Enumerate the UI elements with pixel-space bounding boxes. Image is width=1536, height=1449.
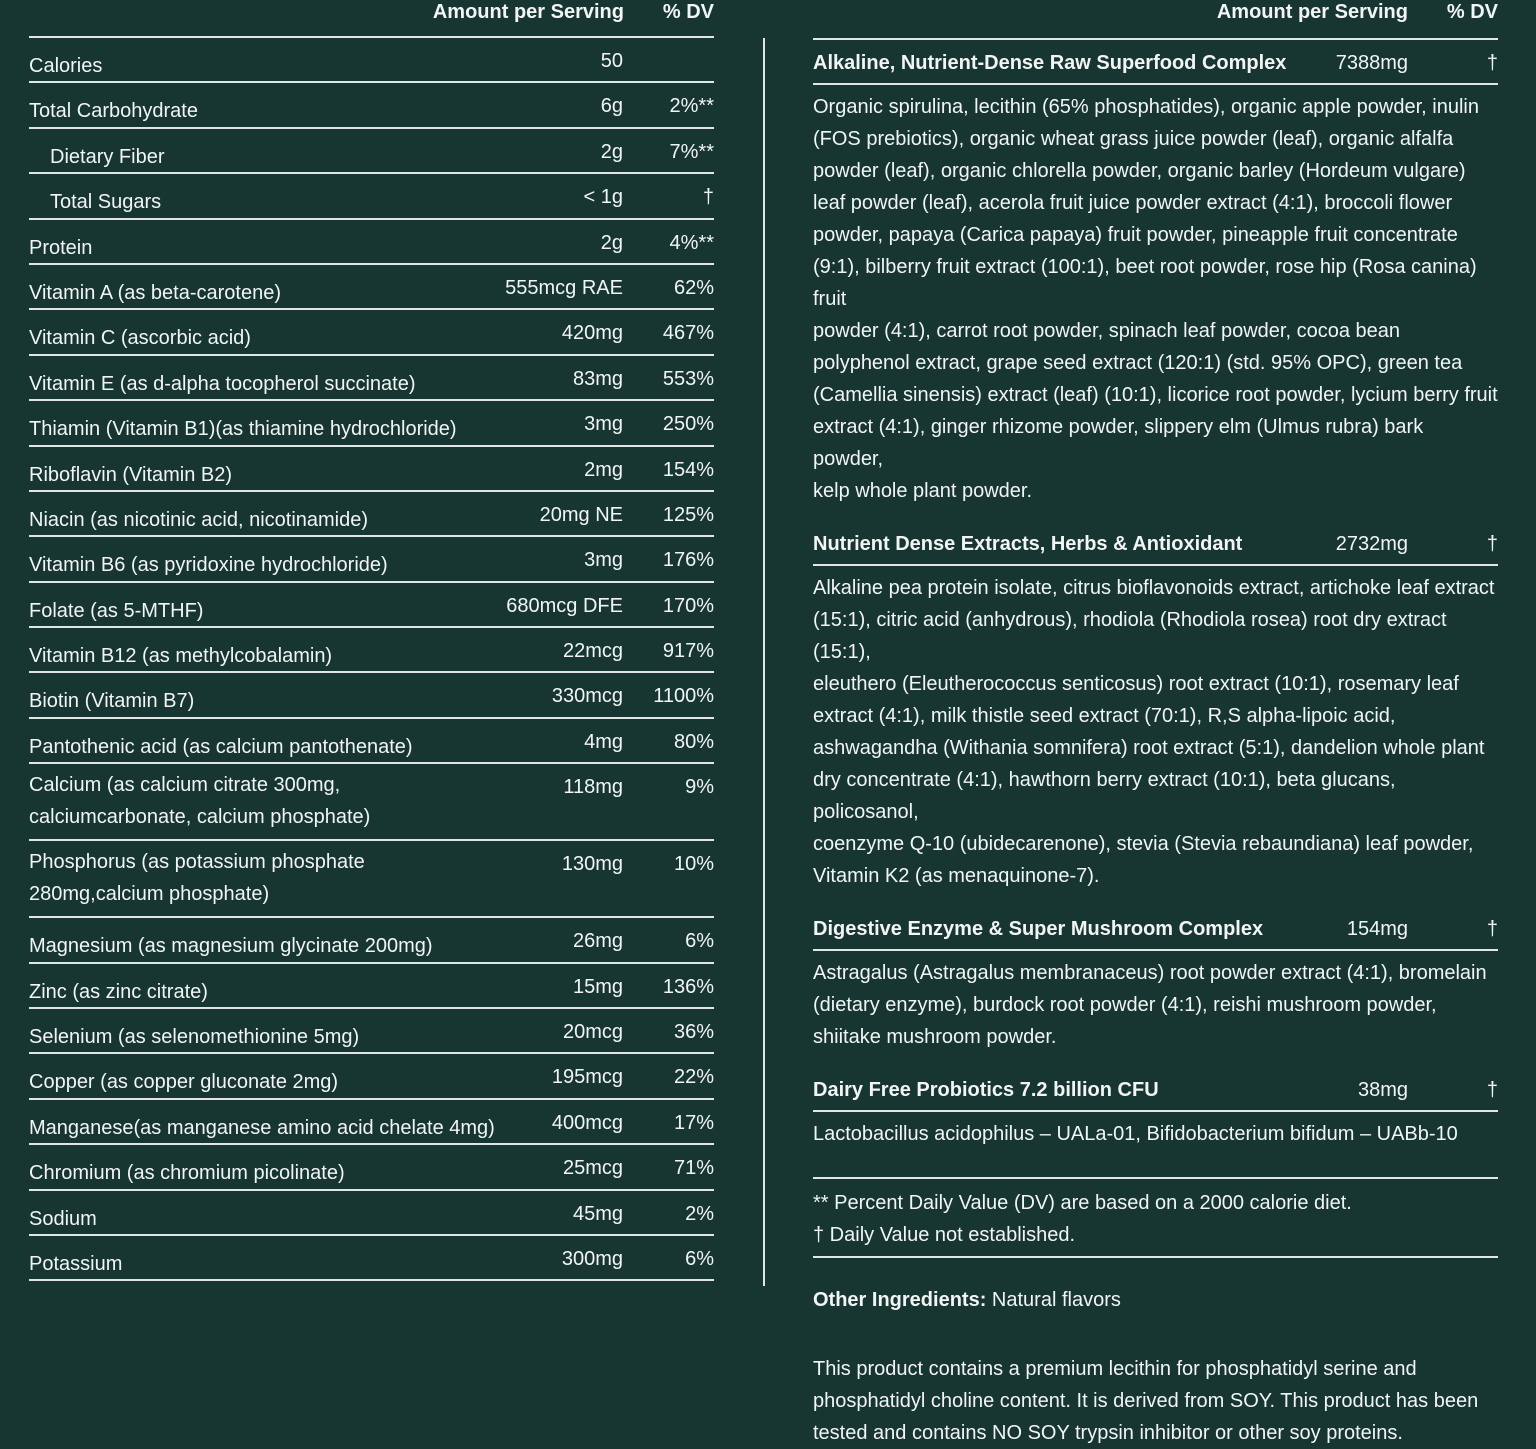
blend-amount: 7388mg (1335, 52, 1408, 74)
nutrient-name-line: Total Carbohydrate (29, 100, 198, 123)
blend-amount: 154mg (1346, 918, 1408, 940)
ingredient-line: coenzyme Q-10 (ubidecarenone), stevia (Stevia rebaundiana) leaf powder, (813, 833, 1474, 855)
table-row (29, 174, 714, 219)
footnote-dagger: † Daily Value not established. (813, 1224, 1076, 1246)
ingredient-line: extract (4:1), ginger rhizome powder, slippery elm (Ulmus rubra) bark powder, (813, 416, 1424, 470)
nutrient-dv: 6% (685, 1247, 714, 1270)
nutrient-amount: 25mcg (562, 1157, 623, 1180)
nutrient-name-line: Calcium (as calcium citrate 300mg, (29, 774, 341, 797)
nutrient-amount: 3mg (584, 413, 623, 436)
ingredient-line: kelp whole plant powder. (813, 480, 1033, 502)
blend-panel (813, 0, 1498, 1449)
soy-statement (813, 1352, 1498, 1449)
nutrient-dv: 62% (673, 276, 714, 299)
ingredient-line: powder (leaf), organic chlorella powder, organic barley (Hordeum vulgare) (813, 160, 1466, 182)
blend-header (813, 0, 1498, 38)
nutrient-name-line: Vitamin C (ascorbic acid) (29, 327, 251, 350)
nutrient-amount: 420mg (561, 322, 623, 345)
nutrient-name-line: Vitamin B12 (as methylcobalamin) (29, 645, 333, 668)
ingredient-line: powder (4:1), carrot root powder, spinach leaf powder, cocoa bean (813, 320, 1401, 342)
ingredient-line: leaf powder (leaf), acerola fruit juice powder extract (4:1), broccoli flower (813, 192, 1453, 214)
nutrient-dv: 553% (662, 367, 714, 390)
nutrient-name-line: Copper (as copper gluconate 2mg) (29, 1071, 339, 1094)
nutrient-name-line: Sodium (29, 1207, 97, 1230)
table-row (29, 129, 714, 174)
ingredient-line: Organic spirulina, lecithin (65% phosphatides), organic apple powder, inulin (813, 96, 1479, 118)
blend-title: Nutrient Dense Extracts, Herbs & Antioxidant (813, 533, 1243, 555)
dv-column-header: % DV (662, 1, 714, 23)
nutrient-dv: 2% (685, 1202, 714, 1225)
ingredient-line: extract (4:1), milk thistle seed extract (70:1), R,S alpha-lipoic acid, (813, 705, 1396, 727)
nutrient-name-line: Thiamin (Vitamin B1)(as thiamine hydrochloride) (29, 418, 457, 441)
nutrient-name (29, 1203, 97, 1235)
nutrient-name-line: Pantothenic acid (as calcium pantothenate) (29, 735, 413, 758)
nutrient-amount: 45mg (572, 1202, 623, 1225)
blend-dv: † (1486, 1079, 1498, 1101)
table-row (29, 583, 714, 628)
nutrient-dv: 4%** (669, 231, 714, 254)
blend-dv: † (1486, 52, 1498, 74)
nutrient-amount: 22mcg (562, 640, 623, 663)
table-row (29, 265, 714, 310)
nutrient-dv: † (702, 186, 714, 209)
nutrient-name (29, 1021, 359, 1053)
ingredient-line: (dietary enzyme), burdock root powder (4:1), reishi mushroom powder, (813, 994, 1437, 1016)
nutrient-name-line: Riboflavin (Vitamin B2) (29, 463, 233, 486)
blend-title: Alkaline, Nutrient-Dense Raw Superfood Complex (813, 52, 1287, 74)
ingredient-line: (15:1), citric acid (anhydrous), rhodiola (Rhodiola rosea) root dry extract (15:1), (813, 609, 1447, 663)
nutrient-name (29, 95, 198, 127)
statement-line: This product contains a premium lecithin for phosphatidyl serine and (813, 1358, 1417, 1380)
nutrient-table (29, 0, 714, 1281)
nutrient-amount: 330mcg (551, 685, 623, 708)
blend-ingredients (813, 566, 1498, 892)
table-row (29, 537, 714, 582)
nutrient-amount: 20mcg (562, 1021, 623, 1044)
blend-ingredients (813, 951, 1498, 1053)
nutrient-dv: 7%** (669, 140, 714, 163)
amount-column-header: Amount per Serving (432, 1, 624, 23)
nutrient-name (29, 769, 370, 833)
nutrient-name-line: Protein (29, 236, 93, 259)
nutrient-dv: 176% (662, 549, 714, 572)
footnote-dv: ** Percent Daily Value (DV) are based on a 2000 calorie diet. (813, 1192, 1352, 1214)
blend-title: Digestive Enzyme & Super Mushroom Complex (813, 918, 1264, 940)
nutrient-name (29, 413, 457, 445)
ingredient-line: eleuthero (Eleutherococcus senticosus) root extract (10:1), rosemary leaf (813, 673, 1459, 695)
nutrient-name-line: Potassium (29, 1252, 123, 1275)
nutrient-amount: 680mcg DFE (506, 594, 623, 617)
statement-line: tested and contains NO SOY trypsin inhibitor or other soy proteins. (813, 1422, 1403, 1444)
ingredient-line: ashwagandha (Withania somnifera) root extract (5:1), dandelion whole plant (813, 737, 1485, 759)
blend-title-row (813, 906, 1498, 951)
nutrient-amount: 2g (600, 140, 623, 163)
table-row (29, 38, 714, 83)
table-row (29, 401, 714, 446)
blend-dv: † (1486, 533, 1498, 555)
table-row (29, 964, 714, 1009)
nutrient-amount: 20mg NE (539, 503, 623, 526)
nutrient-dv: 467% (662, 322, 714, 345)
nutrient-amount: 26mg (572, 930, 623, 953)
blend-amount: 38mg (1357, 1079, 1408, 1101)
table-row (29, 356, 714, 401)
nutrient-amount: 6g (600, 95, 623, 118)
nutrient-name-line: Zinc (as zinc citrate) (29, 980, 208, 1003)
nutrient-dv: 1100% (653, 685, 714, 708)
footnote-bottom-rule (813, 1256, 1498, 1258)
nutrient-name-line: Manganese(as manganese amino acid chelate 4mg) (29, 1116, 495, 1139)
ingredient-line: (FOS prebiotics), organic wheat grass juice powder (leaf), organic alfalfa (813, 128, 1454, 150)
blend-ingredients (813, 85, 1498, 507)
ingredient-line: Vitamin K2 (as menaquinone-7). (813, 865, 1100, 887)
ingredient-line: (Camellia sinensis) extract (leaf) (10:1), licorice root powder, lycium berry fruit (813, 384, 1498, 406)
nutrient-dv: 250% (662, 413, 714, 436)
nutrient-amount: 300mg (561, 1247, 623, 1270)
nutrient-dv: 17% (673, 1111, 714, 1134)
table-row (29, 447, 714, 492)
blend-dv: † (1486, 918, 1498, 940)
nutrient-amount: 50 (600, 50, 623, 72)
nutrient-amount: 15mg (572, 975, 623, 998)
ingredient-line: (9:1), bilberry fruit extract (100:1), beet root powder, rose hip (Rosa canina) fruit (813, 256, 1477, 310)
nutrient-name-line: Folate (as 5-MTHF) (29, 599, 204, 622)
table-row (29, 83, 714, 128)
blend-amount-column-header: Amount per Serving (1216, 1, 1408, 23)
nutrient-name (29, 1248, 122, 1280)
blend-title-row (813, 521, 1498, 566)
table-row (29, 1054, 714, 1099)
nutrient-dv: 6% (685, 930, 714, 953)
table-row (29, 492, 714, 537)
ingredient-line: Alkaline pea protein isolate, citrus bioflavonoids extract, artichoke leaf extract (813, 577, 1495, 599)
nutrient-dv: 22% (673, 1066, 714, 1089)
table-header (29, 0, 714, 38)
nutrient-name (29, 232, 92, 264)
ingredient-line: dry concentrate (4:1), hawthorn berry extract (10:1), beta glucans, policosanol, (813, 769, 1396, 823)
nutrient-name (29, 1157, 345, 1189)
other-ingredients (813, 1289, 1498, 1312)
nutrient-name (29, 504, 368, 536)
nutrient-rows (29, 38, 714, 1281)
blend-amount: 2732mg (1335, 533, 1408, 555)
nutrient-name-line: Dietary Fiber (50, 145, 165, 168)
table-row (29, 841, 714, 918)
nutrient-name (29, 976, 208, 1008)
nutrient-dv: 10% (673, 853, 714, 876)
ingredient-line: shiitake mushroom powder. (813, 1026, 1057, 1048)
nutrient-name (29, 846, 365, 910)
blend-dv-column-header: % DV (1446, 1, 1498, 23)
nutrient-dv: 9% (685, 776, 714, 799)
nutrient-name (29, 50, 102, 82)
nutrient-name-line: Chromium (as chromium picolinate) (29, 1162, 345, 1185)
ingredient-line: Astragalus (Astragalus membranaceus) root powder extract (4:1), bromelain (813, 962, 1487, 984)
nutrient-amount: 4mg (584, 730, 623, 753)
nutrient-amount: 2mg (584, 458, 623, 481)
table-row (29, 1191, 714, 1236)
ingredient-line: polyphenol extract, grape seed extract (120:1) (std. 95% OPC), green tea (813, 352, 1463, 374)
nutrient-amount: 555mcg RAE (505, 276, 623, 299)
nutrient-name (50, 186, 161, 218)
nutrient-amount: 2g (600, 231, 623, 254)
nutrient-name (29, 1112, 495, 1144)
nutrient-amount: 118mg (563, 776, 623, 799)
nutrient-name-line: Selenium (as selenomethionine 5mg) (29, 1026, 360, 1049)
nutrient-dv: 170% (662, 594, 714, 617)
column-divider (763, 38, 765, 1286)
nutrient-name-line: calciumcarbonate, calcium phosphate) (29, 806, 371, 829)
nutrient-name (29, 731, 413, 763)
nutrient-name-line: Niacin (as nicotinic acid, nicotinamide) (29, 508, 369, 531)
nutrient-name-line: Phosphorus (as potassium phosphate (29, 851, 365, 874)
nutrient-dv: 136% (662, 975, 714, 998)
nutrient-name-line: 280mg,calcium phosphate) (29, 883, 270, 906)
nutrient-dv: 125% (662, 503, 714, 526)
ingredient-line: Lactobacillus acidophilus – UALa-01, Bifidobacterium bifidum – UABb-10 (813, 1123, 1458, 1145)
nutrient-dv: 80% (673, 730, 714, 753)
nutrient-name (29, 459, 232, 491)
table-row (29, 918, 714, 963)
blend-ingredients (813, 1112, 1498, 1150)
nutrient-amount: 195mcg (551, 1066, 623, 1089)
table-row (29, 1009, 714, 1054)
nutrient-name (29, 549, 388, 581)
table-row (29, 1236, 714, 1281)
nutrient-dv: 36% (673, 1021, 714, 1044)
nutrient-name-line: Calories (29, 55, 103, 77)
nutrient-name (29, 685, 194, 717)
nutrient-amount: 400mcg (551, 1111, 623, 1134)
nutrient-amount: 83mg (572, 367, 623, 390)
blend-list (813, 40, 1498, 1150)
nutrient-name (29, 322, 251, 354)
table-row (29, 1145, 714, 1190)
table-row (29, 628, 714, 673)
nutrient-dv: 71% (673, 1157, 714, 1180)
table-row (29, 1100, 714, 1145)
other-ingredients-value: Natural flavors (986, 1289, 1121, 1311)
nutrient-name-line: Vitamin E (as d-alpha tocopherol succinate) (29, 372, 416, 395)
nutrient-dv: 917% (662, 640, 714, 663)
nutrient-name (29, 1066, 338, 1098)
nutrient-name-line: Biotin (Vitamin B7) (29, 690, 195, 713)
nutrient-dv: 2%** (669, 95, 714, 118)
blend-title-row (813, 1067, 1498, 1112)
other-ingredients-label: Other Ingredients: (813, 1289, 987, 1311)
nutrient-name-line: Total Sugars (50, 191, 162, 214)
nutrient-name (29, 368, 416, 400)
table-row (29, 764, 714, 841)
nutrient-dv: 154% (662, 458, 714, 481)
table-row (29, 310, 714, 355)
nutrient-name (29, 930, 433, 962)
ingredient-line: powder, papaya (Carica papaya) fruit powder, pineapple fruit concentrate (813, 224, 1458, 246)
nutrient-name (29, 595, 203, 627)
nutrient-amount: 130mg (561, 853, 623, 876)
nutrient-amount: 3mg (584, 549, 623, 572)
table-row (29, 673, 714, 718)
table-row (29, 220, 714, 265)
blend-title: Dairy Free Probiotics 7.2 billion CFU (813, 1079, 1159, 1101)
nutrient-name (29, 640, 332, 672)
nutrient-amount: < 1g (583, 186, 623, 209)
footnotes (813, 1179, 1498, 1251)
nutrient-name-line: Vitamin B6 (as pyridoxine hydrochloride) (29, 554, 388, 577)
statement-line: phosphatidyl choline content. It is derived from SOY. This product has been (813, 1390, 1479, 1412)
nutrient-name-line: Vitamin A (as beta-carotene) (29, 281, 281, 304)
blend-title-row (813, 40, 1498, 85)
nutrient-name (29, 277, 281, 309)
nutrient-name (50, 141, 164, 173)
nutrient-name-line: Magnesium (as magnesium glycinate 200mg) (29, 935, 433, 958)
table-row (29, 719, 714, 764)
